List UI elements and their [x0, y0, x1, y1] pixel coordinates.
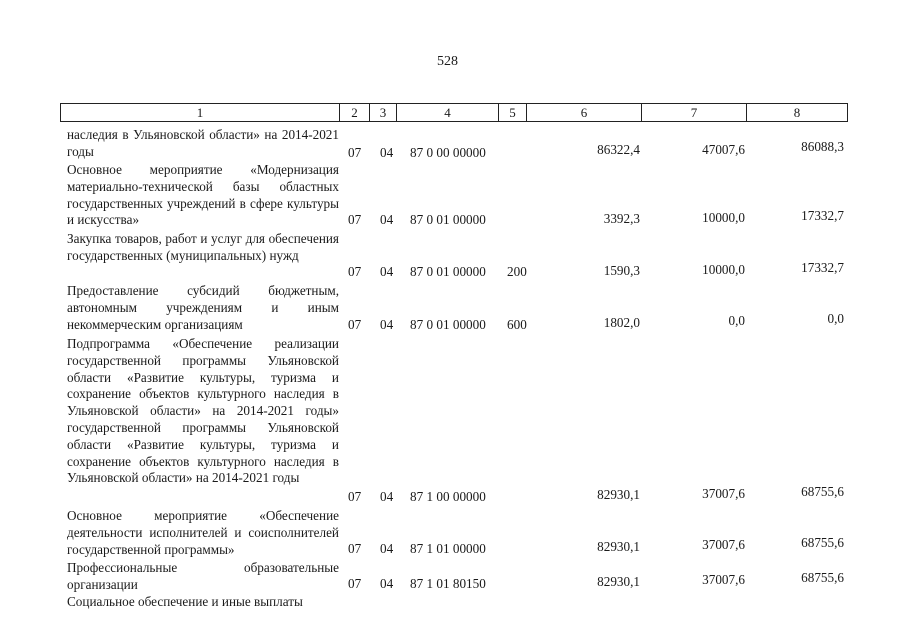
row-amount-col8: 0,0 [827, 311, 844, 326]
row-subsection: 04 [380, 212, 394, 227]
row-subsection: 04 [380, 541, 394, 556]
row-amount-col8: 86088,3 [801, 139, 844, 154]
row-amount-col6: 3392,3 [603, 211, 640, 226]
row-section: 07 [348, 317, 362, 332]
header-col-2: 2 [340, 104, 370, 121]
header-col-1: 1 [61, 104, 340, 121]
header-col-8: 8 [793, 105, 801, 120]
row-expense-type: 200 [507, 264, 527, 279]
row-amount-col7: 37007,6 [702, 537, 745, 552]
table-header [60, 103, 848, 122]
header-col-4: 4 [397, 104, 499, 121]
row-subsection: 04 [380, 317, 394, 332]
row-description: Закупка товаров, работ и услуг для обеспечения государственных (муниципальных) нужд [67, 231, 339, 263]
row-subsection: 04 [380, 489, 394, 504]
row-section: 07 [348, 489, 362, 504]
row-description: наследия в Ульяновской области» на 2014-2021 годы [67, 127, 339, 159]
row-amount-col7: 0,0 [728, 313, 745, 328]
row-target-code: 87 0 01 00000 [410, 264, 486, 279]
row-description: Профессиональные образовательные организации [67, 560, 339, 592]
row-target-code: 87 1 00 00000 [410, 489, 486, 504]
row-amount-col6: 82930,1 [597, 487, 640, 502]
row-target-code: 87 0 00 00000 [410, 145, 486, 160]
row-amount-col8: 68755,6 [801, 484, 844, 499]
row-amount-col7: 10000,0 [702, 262, 745, 277]
row-subsection: 04 [380, 264, 394, 279]
row-amount-col6: 1590,3 [603, 263, 640, 278]
row-target-code: 87 0 01 00000 [410, 317, 486, 332]
row-amount-col6: 82930,1 [597, 539, 640, 554]
row-subsection: 04 [380, 145, 394, 160]
row-amount-col7: 37007,6 [702, 486, 745, 501]
row-section: 07 [348, 145, 362, 160]
row-section: 07 [348, 264, 362, 279]
row-description: Подпрограмма «Обеспечение реализации государственной программы Ульяновской области «Развитие культуры, туризма и сохранение объектов культурного наследия в Ульяновской области» на 2014-2021 годы» государственной программы Ульяновской области «Развитие культуры, туризма и сохранение объектов культурного наследия в Ульяновской области» на 2014-2021 годы [67, 336, 339, 486]
page-number: 528 [437, 54, 458, 69]
row-amount-col7: 47007,6 [702, 142, 745, 157]
row-description: Социальное обеспечение и иные выплаты [67, 594, 303, 609]
header-col-5: 5 [499, 104, 527, 121]
row-description: Основное мероприятие «Модернизация материально-технической базы областных государственных учреждений в сфере культуры и искусства» [67, 162, 339, 228]
row-amount-col8: 68755,6 [801, 570, 844, 585]
row-amount-col8: 68755,6 [801, 535, 844, 550]
row-description: Предоставление субсидий бюджетным, автономным учреждениям и иным некоммерческим организациям [67, 283, 339, 332]
row-subsection: 04 [380, 576, 394, 591]
row-expense-type: 600 [507, 317, 527, 332]
row-description: Основное мероприятие «Обеспечение деятельности исполнителей и соисполнителей государственной программы» [67, 508, 339, 557]
row-amount-col7: 37007,6 [702, 572, 745, 587]
row-amount-col6: 86322,4 [597, 142, 640, 157]
header-col-3: 3 [370, 104, 397, 121]
row-target-code: 87 1 01 00000 [410, 541, 486, 556]
header-col-7: 7 [642, 104, 747, 121]
row-amount-col6: 1802,0 [603, 315, 640, 330]
row-amount-col8: 17332,7 [801, 260, 844, 275]
row-amount-col6: 82930,1 [597, 574, 640, 589]
row-amount-col8: 17332,7 [801, 208, 844, 223]
header-col-6: 6 [527, 104, 642, 121]
row-section: 07 [348, 576, 362, 591]
row-amount-col7: 10000,0 [702, 210, 745, 225]
row-section: 07 [348, 541, 362, 556]
row-target-code: 87 0 01 00000 [410, 212, 486, 227]
row-target-code: 87 1 01 80150 [410, 576, 486, 591]
row-section: 07 [348, 212, 362, 227]
